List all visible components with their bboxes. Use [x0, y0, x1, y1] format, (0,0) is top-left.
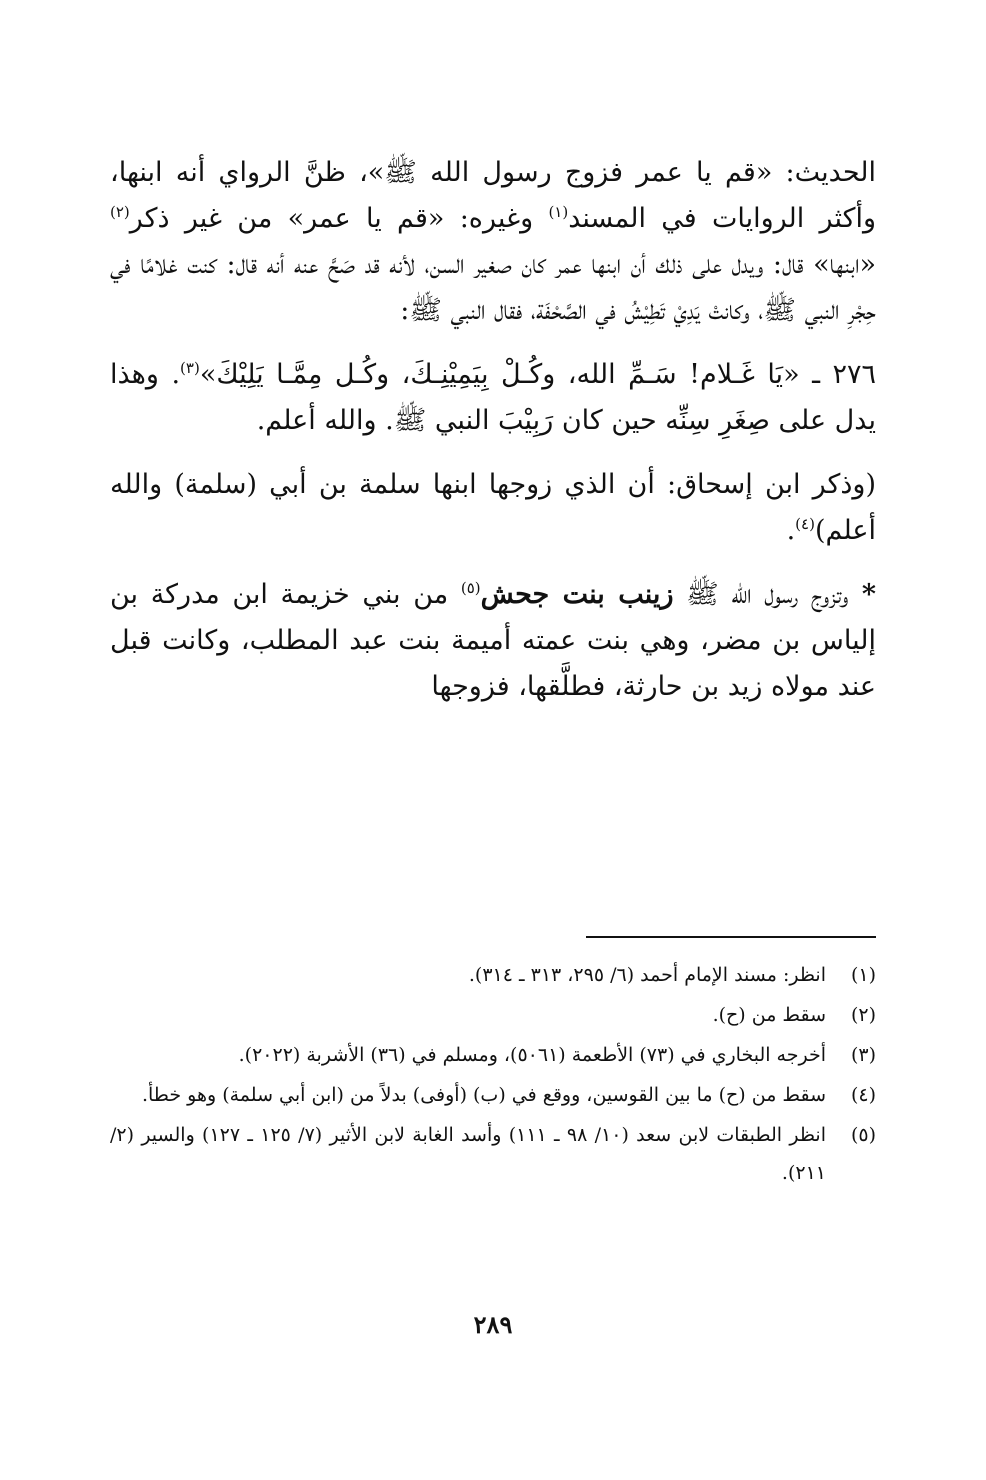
paragraph-text: وغيره: «قم يا عمر» من غير ذكر [129, 203, 549, 234]
footnote-ref-3[interactable]: (٣) [180, 359, 200, 377]
footnote-text: سقط من (ح) ما بين القوسين، ووقع في (ب) (أوفى) بدلاً من (ابن أبي سلمة) وهو خطأ. [141, 1084, 826, 1106]
paragraph-text: «ابنها» قال: ويدل على ذلك أن ابنها عمر كان صغير السن، لأنه قد صَحَّ عنه أنه قال: كنت غلامًا في حِجْرِ النبي ﷺ، وكانتْ يَدِيْ تَطِيْشُ في الصَّحْفَة، فقال النبي ﷺ: [110, 249, 876, 326]
bold-name: زينب بنت جحش [480, 579, 674, 610]
paragraph-hadith-276 [110, 352, 876, 444]
paragraph-text: . وهذا يدل على صِغَرِ سِنِّه حين كان رَبِيْبَ النبي ﷺ. والله أعلم. [110, 359, 876, 436]
footnote-item [110, 956, 876, 994]
footnote-text: انظر: مسند الإمام أحمد (٦/ ٢٩٥، ٣١٣ ـ ٣١٤). [468, 964, 826, 986]
footnote-number: (٤) [850, 1084, 876, 1106]
star-marker: * [848, 579, 876, 610]
paragraph-text: الحديث: «قم يا عمر فزوج رسول الله ﷺ»، ظنَّ الرواي أنه ابنها، وأكثر الروايات في المسند [110, 157, 876, 234]
footnote-ref-2[interactable]: (٢) [110, 203, 130, 221]
footnote-text: سقط من (ح). [712, 1004, 826, 1026]
footnote-ref-1[interactable]: (١) [548, 203, 569, 221]
footnote-item [110, 1036, 876, 1074]
page-number: ٢٨٩ [473, 1310, 513, 1339]
footnote-number: (١) [850, 964, 876, 986]
paragraph-text: وتزوج رسول الله ﷺ [673, 579, 849, 610]
paragraph-text: (وذكر ابن إسحاق: أن الذي زوجها ابنها سلمة بن أبي (سلمة) والله أعلم) [110, 469, 876, 546]
paragraph-text: من بني خزيمة ابن مدركة بن إلياس بن مضر، وهي بنت عمته أميمة بنت عبد المطلب، وكانت قبل عند مولاه زيد بن حارثة، فطلَّقها، فزوجها [110, 579, 876, 702]
footnote-number: (٢) [850, 1004, 876, 1026]
footnote-number: (٣) [850, 1044, 876, 1066]
paragraph-text: ٢٧٦ ـ «يَا غَـلام! سَـمِّ الله، وكُـلْ بِيَمِيْنِـكَ، وكُـل مِمَّـا يَلِيْكَ» [199, 359, 876, 390]
footnote-text: انظر الطبقات لابن سعد (١٠/ ٩٨ ـ ١١١) وأسد الغابة لابن الأثير (٧/ ١٢٥ ـ ١٢٧) والسير (٢/ ٢١١). [110, 1124, 826, 1184]
paragraph-ibn-ishaq [110, 462, 876, 554]
paragraph-text: . [786, 515, 796, 546]
footnote-number: (٥) [850, 1124, 876, 1146]
footnote-item [110, 1116, 876, 1192]
footnote-separator [586, 936, 876, 938]
footnote-ref-4[interactable]: (٤) [795, 515, 815, 533]
paragraph-hadith-commentary [110, 150, 876, 334]
footnotes [110, 956, 876, 1194]
footnote-item [110, 1076, 876, 1114]
footnote-text: أخرجه البخاري في (٧٣) الأطعمة (٥٠٦١)، ومسلم في (٣٦) الأشربة (٢٠٢٢). [238, 1044, 826, 1066]
book-page [110, 150, 876, 1450]
paragraph-zaynab [110, 572, 876, 710]
footnote-ref-5[interactable]: (٥) [460, 579, 481, 597]
footnote-item [110, 996, 876, 1034]
